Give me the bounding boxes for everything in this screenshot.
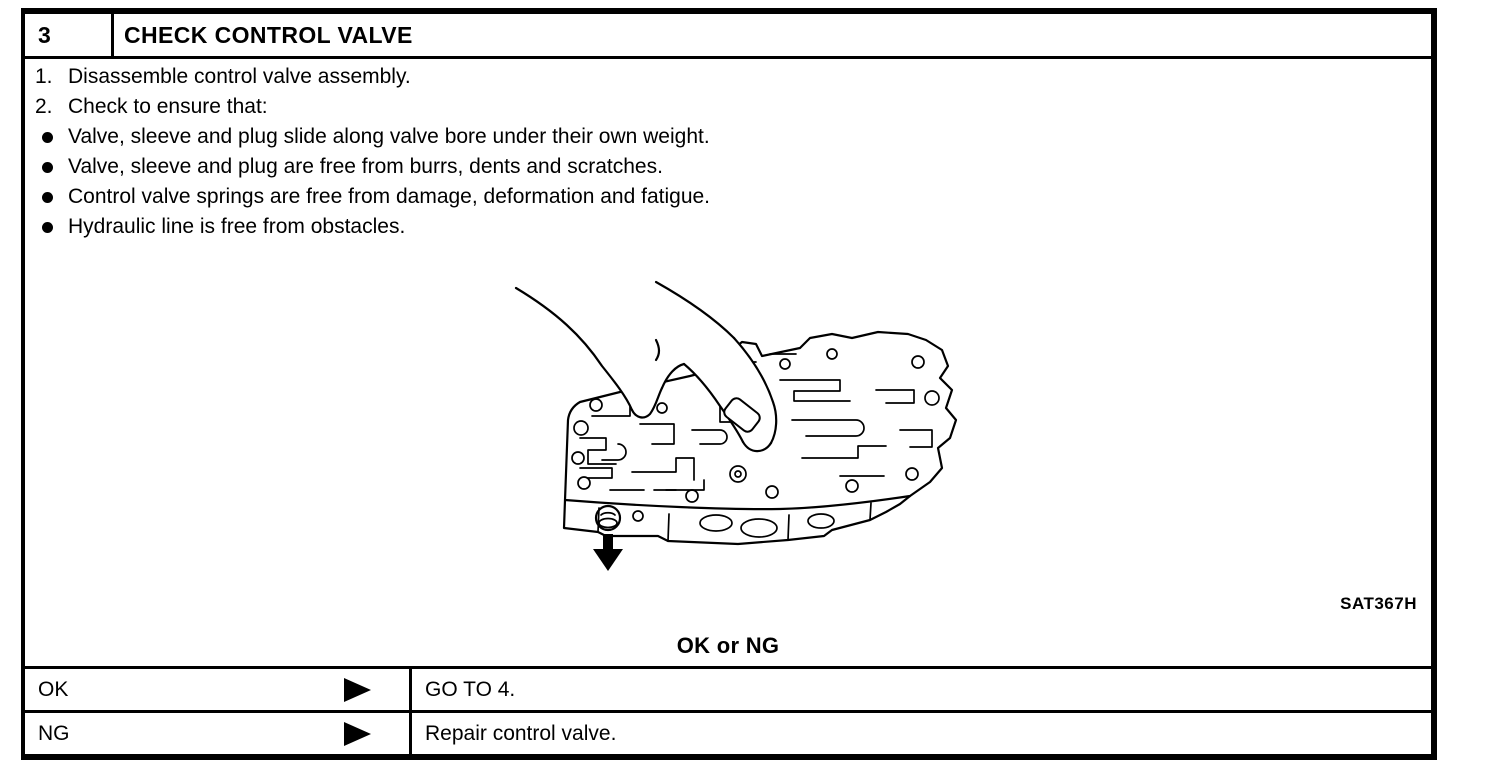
step-body xyxy=(25,59,1431,666)
step-index: 2. xyxy=(35,95,53,118)
step-header-row xyxy=(25,14,1431,59)
bullet-text: Hydraulic line is free from obstacles. xyxy=(68,215,406,238)
bullet-text: Valve, sleeve and plug slide along valve bore under their own weight. xyxy=(68,125,710,148)
bullet-item xyxy=(35,212,1431,242)
bullet-item xyxy=(35,182,1431,212)
step-title: CHECK CONTROL VALVE xyxy=(124,21,413,48)
bullet-icon xyxy=(42,132,53,143)
procedure-step-table xyxy=(21,8,1437,760)
down-arrow-icon xyxy=(593,534,623,571)
bullet-item xyxy=(35,152,1431,182)
control-valve-illustration xyxy=(480,268,1000,598)
decision-action-cell xyxy=(412,669,1431,710)
bullet-icon xyxy=(42,222,53,233)
decision-action-cell xyxy=(412,713,1431,754)
instruction-list xyxy=(25,59,1431,242)
bullet-text: Control valve springs are free from damage, deformation and fatigue. xyxy=(68,185,711,208)
decision-action: GO TO 4. xyxy=(425,677,516,701)
step-text: Disassemble control valve assembly. xyxy=(68,65,411,88)
step-text: Check to ensure that: xyxy=(68,95,268,118)
bullet-icon xyxy=(42,162,53,173)
step-index: 1. xyxy=(35,65,53,88)
decision-label-cell xyxy=(25,669,412,710)
decision-label-cell xyxy=(25,713,412,754)
result-arrow-icon xyxy=(344,722,371,746)
bullet-item xyxy=(35,122,1431,152)
step-number: 3 xyxy=(38,21,51,48)
ok-or-ng-prompt: OK or NG xyxy=(676,633,780,658)
numbered-step xyxy=(35,92,1431,122)
result-arrow-icon xyxy=(344,678,371,702)
step-number-cell xyxy=(25,14,114,56)
decision-label: OK xyxy=(38,677,69,701)
decision-row-ng xyxy=(25,710,1431,754)
numbered-step xyxy=(35,62,1431,92)
decision-action: Repair control valve. xyxy=(425,721,617,745)
decision-row-ok xyxy=(25,666,1431,710)
control-valve-figure xyxy=(480,268,1000,598)
bullet-icon xyxy=(42,192,53,203)
step-title-cell xyxy=(114,14,1431,56)
figure-reference-code: SAT367H xyxy=(1340,594,1417,613)
decision-label: NG xyxy=(38,721,70,745)
bullet-text: Valve, sleeve and plug are free from burrs, dents and scratches. xyxy=(68,155,663,178)
